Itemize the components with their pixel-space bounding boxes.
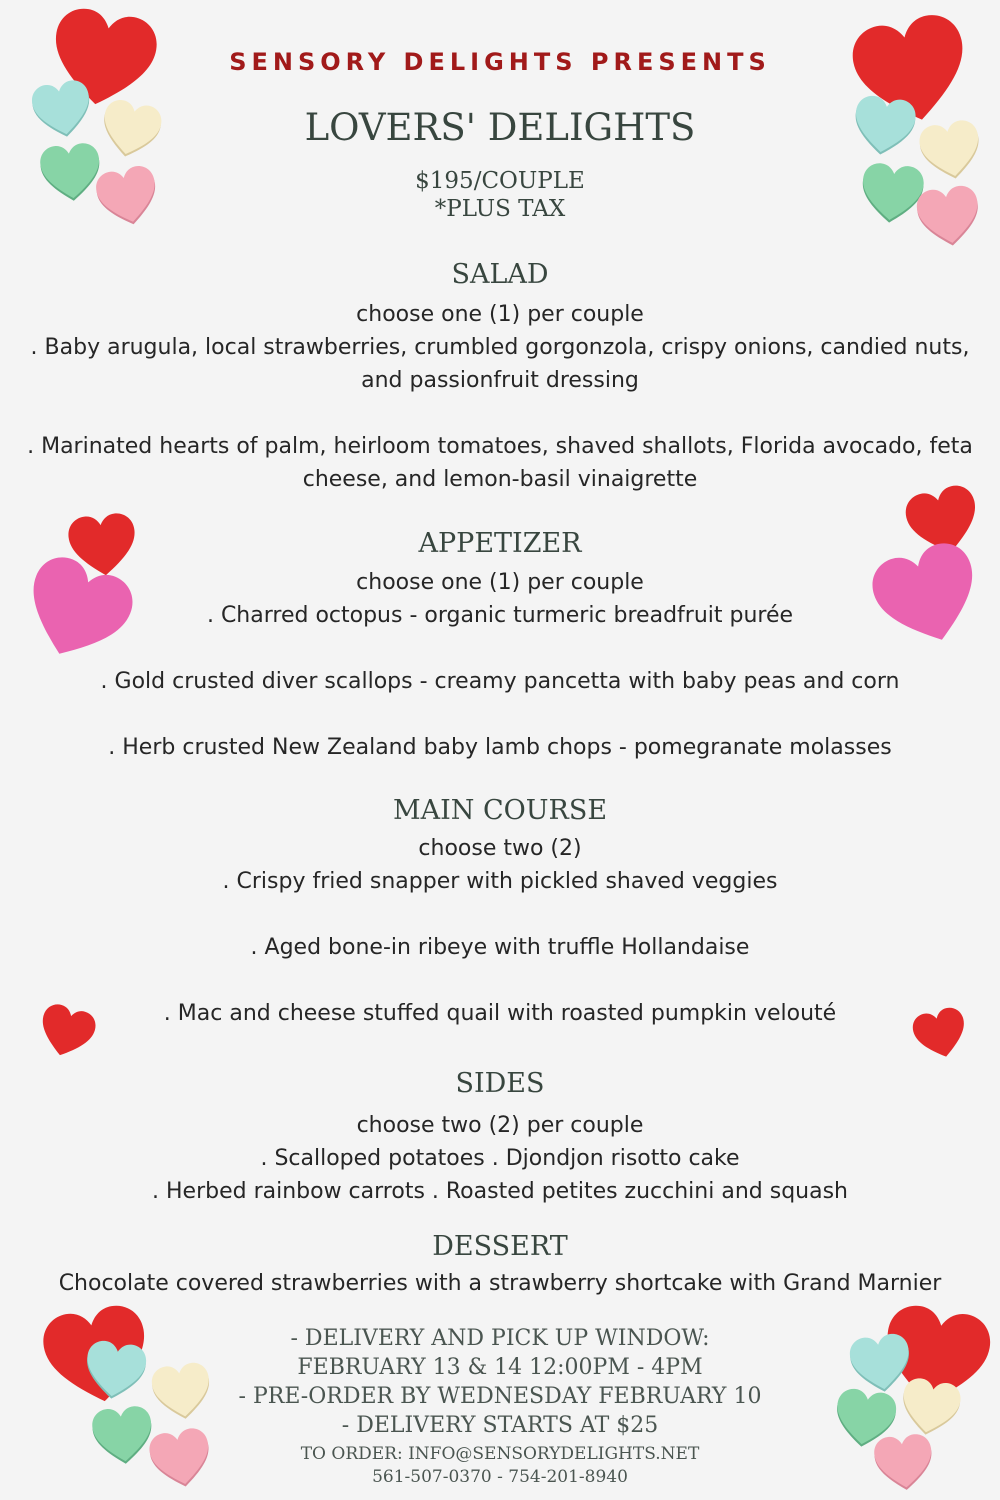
sides-line-1: . Scalloped potatoes . Djondjon risotto cake xyxy=(260,1146,740,1171)
main-course-item-3: . Mac and cheese stuffed quail with roasted pumpkin velouté xyxy=(163,1001,837,1026)
delivery-dates: FEBRUARY 13 & 14 12:00PM - 4PM xyxy=(297,1355,703,1380)
presenter-label: SENSORY DELIGHTS PRESENTS xyxy=(229,48,771,76)
main-course-instruction: choose two (2) xyxy=(418,836,582,861)
price-block xyxy=(0,167,1000,223)
salad-heading: SALAD xyxy=(451,259,549,290)
salad-item-1-line-1: . Baby arugula, local strawberries, crumbled gorgonzola, crispy onions, candied nuts, xyxy=(30,335,970,360)
order-email[interactable]: TO ORDER: INFO@SENSORYDELIGHTS.NET xyxy=(300,1444,700,1464)
salad-item-1-line-2: and passionfruit dressing xyxy=(361,368,639,393)
main-course-item-2: . Aged bone-in ribeye with truffle Hollandaise xyxy=(250,935,750,960)
dessert-heading: DESSERT xyxy=(432,1231,568,1262)
phone-numbers[interactable]: 561-507-0370 - 754-201-8940 xyxy=(372,1467,628,1487)
main-course-heading: MAIN COURSE xyxy=(392,795,608,826)
salad-instruction: choose one (1) per couple xyxy=(356,302,644,327)
appetizer-item-2: . Gold crusted diver scallops - creamy pancetta with baby peas and corn xyxy=(100,669,900,694)
price-label: $195/COUPLE xyxy=(415,168,585,194)
delivery-info xyxy=(0,1324,1000,1440)
contact-info xyxy=(0,1443,1000,1489)
dessert-item: Chocolate covered strawberries with a strawberry shortcake with Grand Marnier xyxy=(58,1271,942,1296)
sides-instruction: choose two (2) per couple xyxy=(356,1113,644,1138)
tax-note: *PLUS TAX xyxy=(434,196,566,222)
appetizer-item-3: . Herb crusted New Zealand baby lamb chops - pomegranate molasses xyxy=(108,735,892,760)
menu-title: LOVERS' DELIGHTS xyxy=(304,106,696,149)
delivery-window-label: - DELIVERY AND PICK UP WINDOW: xyxy=(290,1326,710,1351)
appetizer-item-1: . Charred octopus - organic turmeric breadfruit purée xyxy=(206,603,794,628)
preorder-deadline: - PRE-ORDER BY WEDNESDAY FEBRUARY 10 xyxy=(238,1384,762,1409)
sides-heading: SIDES xyxy=(455,1068,545,1099)
salad-item-2-line-1: . Marinated hearts of palm, heirloom tomatoes, shaved shallots, Florida avocado, feta xyxy=(27,434,973,459)
main-course-item-1: . Crispy fried snapper with pickled shaved veggies xyxy=(222,869,778,894)
appetizer-heading: APPETIZER xyxy=(418,528,582,559)
appetizer-instruction: choose one (1) per couple xyxy=(356,570,644,595)
sides-line-2: . Herbed rainbow carrots . Roasted petites zucchini and squash xyxy=(152,1179,848,1204)
delivery-fee: - DELIVERY STARTS AT $25 xyxy=(341,1413,659,1438)
salad-item-2-line-2: cheese, and lemon-basil vinaigrette xyxy=(302,467,698,492)
